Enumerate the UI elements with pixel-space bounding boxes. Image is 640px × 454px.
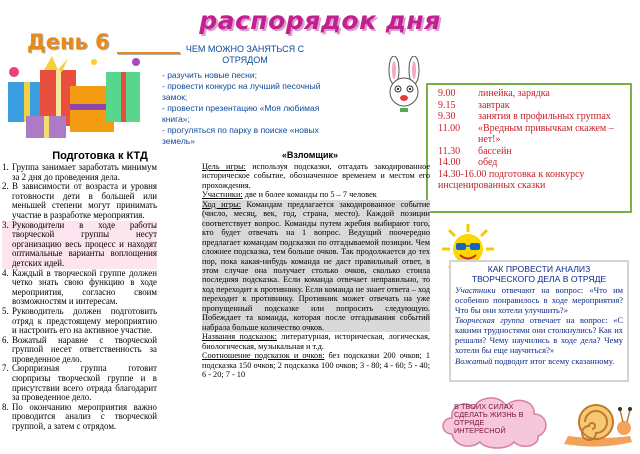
list-item-text: По окончанию мероприятия важно проводится анализ с творческой группой, а затем с отрядом. — [12, 401, 157, 432]
list-item: 5. Руководитель должен подготовить отряд к предстоящему мероприятию и настроить его на активное участие. — [2, 305, 157, 336]
schedule-desc: линейка, зарядка — [478, 88, 550, 99]
schedule-row — [438, 157, 624, 169]
analysis-item — [455, 357, 623, 367]
schedule-time: 9.15 — [438, 99, 456, 111]
schedule-time: 11.00 — [438, 122, 461, 134]
list-item: 8. По окончанию мероприятия важно проводится анализ с творческой группой, а затем с отрядом. — [2, 401, 157, 432]
analysis-text: подводит итог всему сказанному. — [492, 355, 615, 366]
game-title: «Взломщик» — [281, 150, 339, 160]
list-item: - разучить новые песни; — [162, 70, 257, 80]
schedule-desc: бассейн — [478, 145, 512, 157]
day-label: День 6 ______ — [27, 30, 180, 54]
cloud-text: В ТВОИХ СИЛАХ СДЕЛАТЬ ЖИЗНЬ В ОТРЯДЕ ИНТЕРЕСНОЙ — [454, 402, 524, 435]
game-points-text: без подсказки 200 очков; 1 подсказка 150 очков; 2 подсказка 100 очков; 3 - 80; 4 - 60; 5 - 40; 6 - 20; 7 - 10 — [202, 351, 430, 379]
analysis-label: Вожатый — [455, 355, 493, 366]
list-item: 4. Каждый в творческой группе должен четко знать свою функцию в ходе мероприятия, согласно своим возможностям и интересам. — [2, 267, 157, 307]
page-title: распорядок дня — [199, 6, 441, 35]
list-item-text: В зависимости от возраста и уровня готовности дети в большей или меньшей степени могут принимать участие в разработке мероприятия. — [12, 181, 157, 220]
schedule-row — [438, 88, 624, 100]
schedule-desc: занятия в профильных группах — [478, 111, 611, 122]
activities-list — [162, 70, 342, 147]
schedule-desc: «Вредным привычкам скажем – нет!» — [478, 122, 614, 145]
list-item-text: Каждый в творческой группе должен четко знать свою функцию в ходе мероприятия, согласно своим возможностям и интересам. — [12, 267, 157, 307]
schedule-row — [438, 100, 624, 112]
schedule-desc: завтрак — [478, 99, 510, 111]
list-item: 3. Руководители в ходе работы творческой группы несут организацию весь процесс и находят оптимальные варианты воплощения детских идей. — [2, 219, 157, 268]
game-goal-label: Цель игры: — [202, 162, 246, 171]
gifts-illustration — [4, 42, 152, 142]
list-item-text: Сюрпризная группа готовит сюрпризы творческой группе и в присутствии всего отряда благодарит за проведенное дело. — [12, 363, 157, 403]
list-item: - прогуляться по парку в поиске «новых земель» — [162, 125, 319, 146]
game-description — [202, 162, 430, 379]
list-item-text: Руководитель должен подготовить отряд к предстоящему мероприятию и настроить его на активное участие. — [12, 305, 157, 336]
schedule-time: 11.30 — [438, 145, 461, 157]
game-goal-text: используя подсказки, отгадать закодированное историческое событие, обозначенное временем и местом его прохождения. — [202, 162, 430, 190]
game-hints-label: Названия подсказок: — [202, 332, 277, 342]
game-hints-text: литературная, историческая, логическая, биологическая, музыкальная и т.д. — [202, 332, 430, 351]
list-item-text: Руководители в ходе работы творческой группы несут организацию весь процесс и находят оптимальные варианты воплощения детских идей. — [12, 219, 157, 268]
schedule-row — [438, 146, 624, 158]
game-flow-text: Командам предлагается закодированное событие (число, месяц, век, год, страна, место). Каждой позиции соответствует вопрос. Команды путем жребия выбирают того, кто будет отвечать на 1 вопрос. Ведущий поочередно предлагает командам подсказки по отгадываемой позиции. Чем сложнее подсказка, тем больше очков. Так продолжается до тех пор, пока какая-нибудь команда не даст правильный ответ, в этом случае она получает столько очков, сколько стоила последняя подсказка. Если команда отвечает неправильно, то ход переходит к противнику. Если команда не знает ответа – ход переходит к противнику. Противник может отвечать на уже пропущенный подсказке или попросить следующую. Побеждает та команда, которая после отгадывания событий набрала больше количество очков. — [202, 199, 430, 332]
ktd-list — [2, 163, 157, 432]
analysis-item — [455, 286, 623, 315]
analysis-title: КАК ПРОВЕСТИ АНАЛИЗ ТВОРЧЕСКОГО ДЕЛА В ОТРЯДЕ — [471, 264, 607, 284]
list-item: 2. В зависимости от возраста и уровня готовности дети в большей или меньшей степени могут принимать участие в разработке мероприятия. — [2, 181, 157, 220]
list-item-text: Группа занимает заработать минимум за 2 дня до проведения дела. — [12, 162, 157, 182]
list-item: 6. Вожатый наравне с творческой группой несет ответственность за проведенное дело. — [2, 334, 157, 364]
analysis-item — [455, 316, 623, 355]
analysis-box — [449, 260, 629, 382]
game-participants-text: две и более команды по 5 – 7 человек — [242, 190, 377, 200]
schedule-time: 14.00 — [438, 157, 461, 168]
schedule-desc: обед — [478, 157, 498, 168]
bunny-illustration — [378, 56, 432, 112]
analysis-label: Творческая группа — [455, 315, 525, 326]
schedule-box — [426, 83, 632, 213]
list-item-text: Вожатый наравне с творческой группой несет ответственность за проведенное дело. — [12, 334, 157, 364]
activities-title: ЧЕМ МОЖНО ЗАНЯТЬСЯ С ОТРЯДОМ — [185, 44, 305, 65]
schedule-time: 14.30-16.00 — [438, 168, 487, 180]
list-item: 1. Группа занимает заработать минимум за 2 дня до проведения дела. — [2, 162, 157, 182]
schedule-row — [438, 123, 624, 146]
analysis-label: Участники — [455, 285, 496, 295]
analysis-text: отвечают на вопрос: «Что им особенно понравилось в ходе мероприятия? Что бы они хотели улучшить?» — [455, 285, 623, 315]
game-points-label: Соотношение подсказок и очков: — [202, 351, 325, 361]
game-flow-label: Ход игры: — [202, 199, 241, 209]
schedule-row — [438, 111, 624, 123]
list-item: 7. Сюрпризная группа готовит сюрпризы творческой группе и в присутствии всего отряда благодарит за проведенное дело. — [2, 363, 157, 403]
game-participants-label: Участники: — [202, 190, 243, 200]
schedule-time: 9.00 — [438, 88, 456, 99]
schedule-row — [438, 169, 624, 192]
ktd-title: Подготовка к КТД — [52, 150, 148, 162]
list-item: - провести презентацию «Моя любимая книга»; — [162, 103, 320, 124]
schedule-desc: подготовка к конкурсу инсценированных сказки — [438, 168, 585, 191]
list-item: - провести конкурс на лучший песочный замок; — [162, 81, 321, 102]
analysis-text: отвечает на вопрос: «С какими трудностями они столкнулись? Как их решали? Чему научились в ходе дела? Чему хотели бы еще научиться?» — [455, 315, 623, 355]
schedule-time: 9.30 — [438, 111, 456, 122]
snail-illustration — [560, 388, 636, 452]
